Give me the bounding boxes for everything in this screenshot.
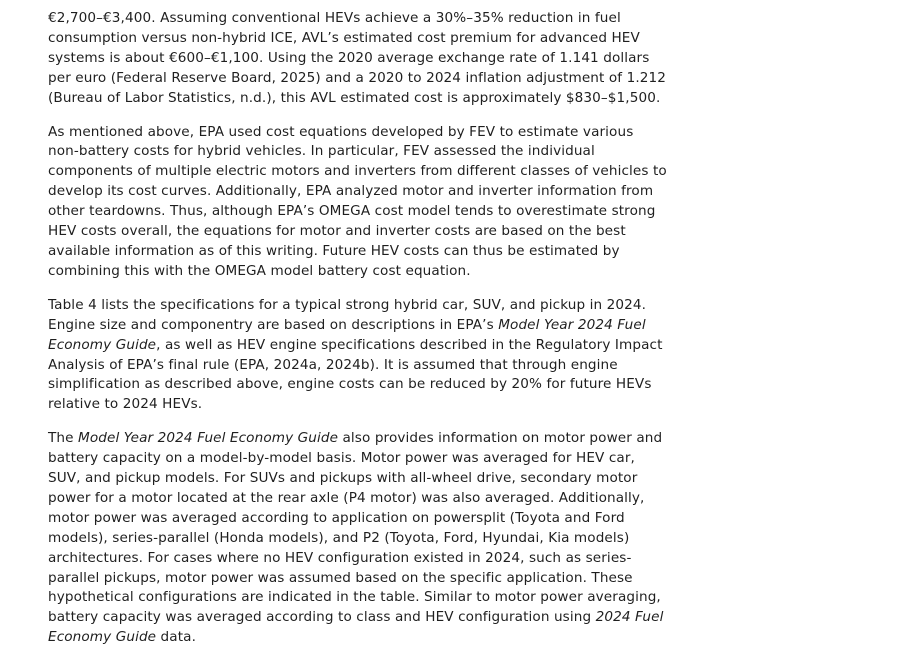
paragraph-table-4-intro	[48, 296, 668, 415]
fuel-economy-guide-title: Model Year 2024 Fuel Economy Guide	[78, 430, 339, 447]
paragraph-fev-equations	[48, 123, 668, 282]
fuel-economy-guide-short-title: 2024 Fuel Economy Guide	[48, 609, 664, 646]
table-4-intro-text-b: , as well as HEV engine specifications described in the Regulatory Impact Analysis of EPA’s final rule (EPA, 2024a, 2024b). It is assumed that through engine simplification as described above, engine costs can be reduced by 20% for future HEVs relative to 2024 HEVs.	[48, 336, 663, 413]
paragraph-motor-power	[48, 429, 668, 648]
motor-power-text-c: data.	[156, 629, 197, 646]
motor-power-text-a: The	[48, 430, 79, 447]
document-body	[48, 9, 668, 662]
table-4-intro-text-a: Table 4 lists the specifications for a typical strong hybrid car, SUV, and pickup in 2024. Engine size and componentry are based on descriptions in EPA’s	[48, 296, 647, 333]
fuel-economy-guide-title: Model Year 2024 Fuel Economy Guide	[48, 316, 646, 353]
paragraph-fev-equations-text: As mentioned above, EPA used cost equations developed by FEV to estimate various non-battery costs for hybrid vehicles. In particular, FEV assessed the individual components of multiple electric motors and inverters from different classes of vehicles to develop its cost curves. Additionally, EPA analyzed motor and inverter information from other teardowns. Thus, although EPA’s OMEGA cost model tends to overestimate strong HEV costs overall, the equations for motor and inverter costs are based on the best available information as of this writing. Future HEV costs can thus be estimated by combining this with the OMEGA model battery cost equation.	[48, 123, 667, 279]
paragraph-avl-cost-text: €2,700–€3,400. Assuming conventional HEVs achieve a 30%–35% reduction in fuel consumption versus non-hybrid ICE, AVL’s estimated cost premium for advanced HEV systems is about €600–€1,100. Using the 2020 average exchange rate of 1.141 dollars per euro (Federal Reserve Board, 2025) and a 2020 to 2024 inflation adjustment of 1.212 (Bureau of Labor Statistics, n.d.), this AVL estimated cost is approximately $830–$1,500.	[48, 10, 667, 106]
motor-power-text-b: also provides information on motor power and battery capacity on a model-by-model basis. Motor power was averaged for HEV car, SUV, and pickup models. For SUVs and pickups with all-wheel drive, secondary motor power for a motor located at the rear axle (P4 motor) was also averaged. Additionally, motor power was averaged according to application on powersplit (Toyota and Ford models), series-parallel (Honda models), and P2 (Toyota, Ford, Hyundai, Kia models) architectures. For cases where no HEV configuration existed in 2024, such as series-parallel pickups, motor power was assumed based on the specific application. These hypothetical configurations are indicated in the table. Similar to motor power averaging, battery capacity was averaged according to class and HEV configuration using	[48, 430, 663, 626]
paragraph-avl-cost	[48, 9, 668, 109]
